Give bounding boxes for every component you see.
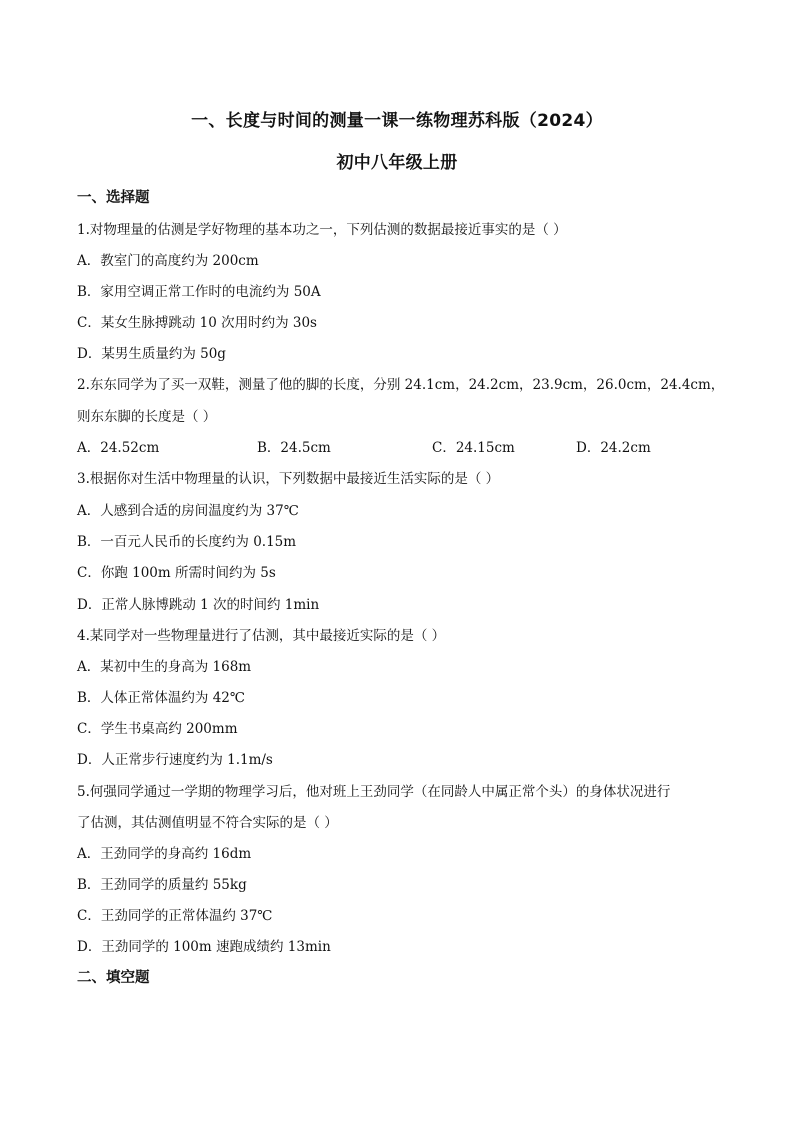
document-title: 一、长度与时间的测量一课一练物理苏科版（2024）: [191, 111, 603, 131]
question-4-stem: 4.某同学对一些物理量进行了估测，其中最接近实际的是（ ）: [77, 628, 446, 644]
question-3-option-c: C．你跑 100m 所需时间约为 5s: [77, 565, 276, 581]
section-heading-choice: 一、选择题: [77, 190, 150, 206]
question-5-option-c: C．王劲同学的正常体温约 37℃: [77, 908, 273, 924]
question-2-options: [77, 436, 717, 456]
question-3-option-a: A．人感到合适的房间温度约为 37℃: [77, 503, 299, 519]
question-2-option-a: A．24.52cm: [77, 440, 160, 456]
question-5-option-a: A．王劲同学的身高约 16dm: [77, 846, 252, 862]
question-4-option-b: B．人体正常体温约为 42℃: [77, 690, 245, 706]
question-5-stem-line1: 5.何强同学通过一学期的物理学习后，他对班上王劲同学（在同龄人中属正常个头）的身体状况进行: [77, 784, 671, 800]
question-4-option-a: A．某初中生的身高为 168m: [77, 659, 252, 675]
question-4-option-c: C．学生书桌高约 200mm: [77, 721, 238, 737]
question-1-option-d: D．某男生质量约为 50g: [77, 346, 226, 362]
question-1-option-c: C．某女生脉搏跳动 10 次用时约为 30s: [77, 315, 317, 331]
question-3-option-d: D．正常人脉博跳动 1 次的时间约 1min: [77, 597, 320, 613]
question-3-option-b: B．一百元人民币的长度约为 0.15m: [77, 534, 297, 550]
question-5-option-b: B．王劲同学的质量约 55kg: [77, 877, 247, 893]
question-2-option-d: D．24.2cm: [576, 440, 651, 456]
question-3-stem: 3.根据你对生活中物理量的认识，下列数据中最接近生活实际的是（ ）: [77, 471, 500, 487]
question-2-stem-line1: 2.东东同学为了买一双鞋，测量了他的脚的长度，分别 24.1cm，24.2cm，23.9cm，26.0cm，24.4cm，: [77, 377, 725, 393]
section-heading-fill: 二、填空题: [77, 970, 150, 986]
document-subtitle: 初中八年级上册: [336, 153, 458, 173]
question-1-stem: 1.对物理量的估测是学好物理的基本功之一，下列估测的数据最接近事实的是（ ）: [77, 222, 567, 238]
question-1-option-b: B．家用空调正常工作时的电流约为 50A: [77, 284, 321, 300]
question-2-option-b: B．24.5cm: [257, 440, 331, 456]
question-5-stem-line2: 了估测，其估测值明显不符合实际的是（ ）: [77, 815, 338, 831]
question-2-option-c: C．24.15cm: [432, 440, 515, 456]
question-4-option-d: D．人正常步行速度约为 1.1m/s: [77, 752, 273, 768]
question-1-option-a: A．教室门的高度约为 200cm: [77, 253, 259, 269]
question-2-stem-line2: 则东东脚的长度是（ ）: [77, 409, 217, 425]
question-5-option-d: D．王劲同学的 100m 速跑成绩约 13min: [77, 939, 331, 955]
